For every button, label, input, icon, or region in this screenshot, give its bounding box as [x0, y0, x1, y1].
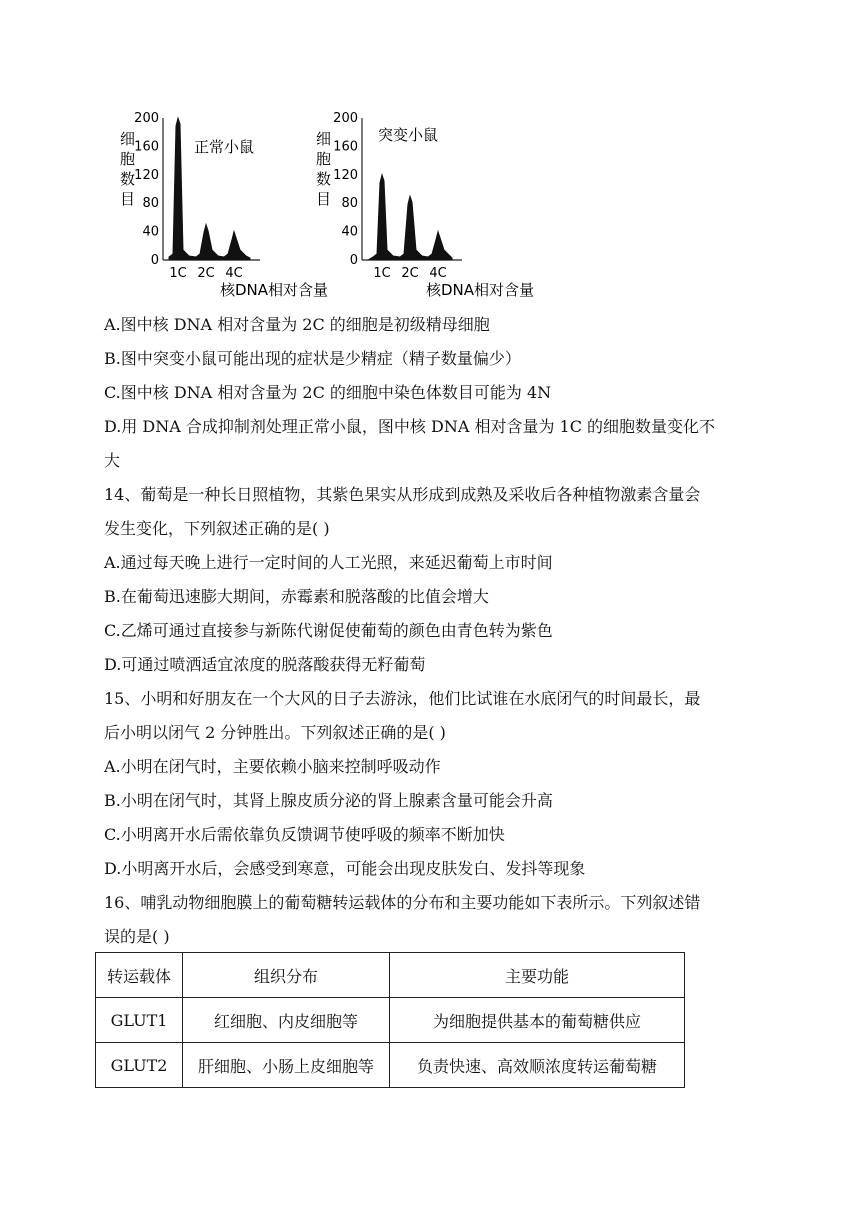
q15-stem-line1: 15、小明和好朋友在一个大风的日子去游泳，他们比试谁在水底闭气的时间最长，最 — [104, 689, 701, 708]
x-tick-label: 4C — [225, 266, 243, 281]
table-cell: GLUT1 — [96, 998, 183, 1043]
q15-option-d: D.小明离开水后，会感受到寒意，可能会出现皮肤发白、发抖等现象 — [104, 859, 586, 878]
q15-option-c: C.小明离开水后需依靠负反馈调节使呼吸的频率不断加快 — [104, 825, 505, 844]
table-header-cell: 组织分布 — [183, 953, 390, 998]
y-label-char: 胞 — [120, 150, 136, 168]
table-cell: 为细胞提供基本的葡萄糖供应 — [390, 998, 685, 1043]
x-tick-labels — [169, 266, 242, 281]
x-tick-label: 1C — [169, 266, 187, 281]
x-tick-label: 2C — [197, 266, 215, 281]
y-label-char: 数 — [120, 170, 136, 188]
table-header-cell: 主要功能 — [390, 953, 685, 998]
q15-option-a: A.小明在闭气时，主要依赖小脑来控制呼吸动作 — [104, 757, 441, 776]
y-tick-label: 80 — [341, 196, 358, 212]
q14-option-b: B.在葡萄迅速膨大期间，赤霉素和脱落酸的比值会增大 — [104, 587, 489, 606]
y-label-char: 细 — [316, 130, 332, 148]
table-row — [96, 998, 685, 1043]
q14-option-c: C.乙烯可通过直接参与新陈代谢促使葡萄的颜色由青色转为紫色 — [104, 621, 553, 640]
q16-stem-line1: 16、哺乳动物细胞膜上的葡萄糖转运载体的分布和主要功能如下表所示。下列叙述错 — [104, 893, 701, 912]
x-axis-label: 核DNA相对含量 — [426, 281, 535, 299]
y-tick-label: 200 — [333, 111, 358, 126]
q14-option-d: D.可通过喷洒适宜浓度的脱落酸获得无籽葡萄 — [104, 655, 426, 674]
glut-table — [95, 952, 685, 1088]
y-tick-label: 0 — [150, 253, 159, 268]
y-tick-label: 200 — [134, 111, 159, 126]
y-label-char: 细 — [120, 130, 136, 148]
y-tick-labels — [134, 111, 159, 268]
q15-option-b: B.小明在闭气时，其肾上腺皮质分泌的肾上腺素含量可能会升高 — [104, 791, 553, 810]
chart-title: 正常小鼠 — [194, 138, 255, 156]
histogram-area — [368, 175, 452, 260]
table-cell: 肝细胞、小肠上皮细胞等 — [183, 1043, 390, 1088]
y-tick-labels — [333, 111, 358, 268]
q14-stem-line1: 14、葡萄是一种长日照植物，其紫色果实从形成到成熟及采收后各种植物激素含量会 — [104, 485, 701, 504]
q15-stem-line2: 后小明以闭气 2 分钟胜出。下列叙述正确的是( ) — [104, 723, 446, 742]
chart-mutant-mouse — [316, 111, 534, 299]
y-tick-label: 40 — [341, 224, 358, 240]
x-tick-label: 2C — [401, 266, 419, 281]
q13-option-d-continued: 大 — [104, 451, 121, 470]
y-label-char: 目 — [120, 190, 136, 208]
table-row — [96, 1043, 685, 1088]
y-label-char: 目 — [316, 190, 332, 208]
y-tick-label: 160 — [134, 139, 159, 155]
table-cell: GLUT2 — [96, 1043, 183, 1088]
y-tick-label: 40 — [142, 224, 159, 240]
q13-option-b: B.图中突变小鼠可能出现的症状是少精症（精子数量偏少） — [104, 349, 521, 368]
x-tick-label: 4C — [429, 266, 447, 281]
q13-option-d: D.用 DNA 合成抑制剂处理正常小鼠，图中核 DNA 相对含量为 1C 的细胞数量变化不 — [104, 417, 716, 436]
q13-option-c: C.图中核 DNA 相对含量为 2C 的细胞中染色体数目可能为 4N — [104, 383, 552, 402]
y-label-char: 数 — [316, 170, 332, 188]
q13-option-a: A.图中核 DNA 相对含量为 2C 的细胞是初级精母细胞 — [104, 315, 490, 334]
x-axis-label: 核DNA相对含量 — [220, 281, 329, 299]
q16-stem-line2: 误的是( ) — [104, 927, 170, 946]
q14-stem-line2: 发生变化，下列叙述正确的是( ) — [104, 519, 330, 538]
y-tick-label: 160 — [333, 139, 358, 155]
dna-histogram-figure — [110, 108, 560, 304]
table-header-row — [96, 953, 685, 998]
x-tick-labels — [373, 266, 446, 281]
table-cell: 红细胞、内皮细胞等 — [183, 998, 390, 1043]
chart-normal-mouse — [120, 111, 328, 299]
q14-option-a: A.通过每天晚上进行一定时间的人工光照，来延迟葡萄上市时间 — [104, 553, 553, 572]
y-tick-label: 120 — [134, 167, 159, 183]
chart-title: 突变小鼠 — [378, 126, 439, 144]
x-tick-label: 1C — [373, 266, 391, 281]
y-tick-label: 120 — [333, 167, 358, 183]
y-label-char: 胞 — [316, 150, 332, 168]
table-header-cell: 转运载体 — [96, 953, 183, 998]
y-tick-label: 80 — [142, 196, 159, 212]
table-cell: 负责快速、高效顺浓度转运葡萄糖 — [390, 1043, 685, 1088]
y-tick-label: 0 — [349, 253, 358, 268]
